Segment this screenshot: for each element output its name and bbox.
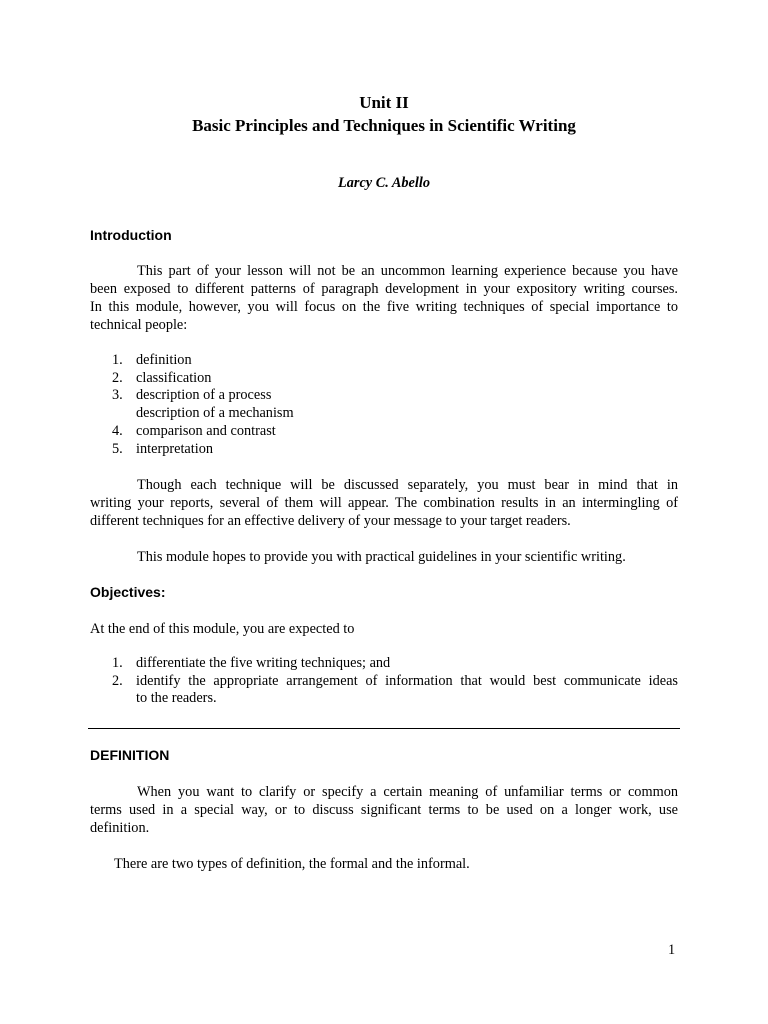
list-text: description of a process [136,387,272,404]
author-name: Larcy C. Abello [338,175,430,191]
definition-heading: DEFINITION [90,747,170,763]
page-number: 1 [668,942,676,958]
list-number: 2. [112,672,123,689]
paragraph-line: At the end of this module, you are expected to [90,621,355,637]
list-item [112,405,678,423]
objectives-heading: Objectives: [90,584,166,600]
list-item [112,690,678,708]
introduction-heading: Introduction [90,227,172,243]
list-text: description of a mechanism [136,405,294,422]
paragraph-line: In this module, however, you will focus on the five writing techniques of special importance to [90,299,678,315]
list-number: 3. [112,387,123,404]
list-text: differentiate the five writing techniques; and [136,655,391,671]
list-item [112,655,678,673]
list-text: classification [136,369,212,386]
list-number: 4. [112,422,123,439]
list-number [112,690,136,708]
list-number: 2. [112,369,123,386]
document-title: Basic Principles and Techniques in Scientific Writing [192,116,576,135]
list-text: interpretation [136,440,214,457]
paragraph-line: terms used in a special way, or to discuss significant terms to be used on a longer work, use [90,802,678,818]
unit-title: Unit II [359,93,409,112]
section-divider [88,728,680,729]
list-text: comparison and contrast [136,422,276,439]
list-item [112,673,678,691]
paragraph-line: definition. [90,820,150,836]
list-item [112,387,678,405]
introduction-paragraph-1 [90,262,678,334]
paragraph-line: This module hopes to provide you with practical guidelines in your scientific writing. [137,549,626,565]
list-item [112,441,678,459]
paragraph-line: technical people: [90,317,188,333]
introduction-paragraph-2 [90,476,678,530]
list-number: 5. [112,440,123,457]
paragraph-line: different techniques for an effective delivery of your message to your target readers. [90,513,571,529]
list-text: to the readers. [136,690,217,707]
paragraph-line: been exposed to different patterns of paragraph development in your expository writing courses. [90,281,678,297]
objectives-list [112,655,678,708]
paragraph-line: There are two types of definition, the formal and the informal. [114,856,470,872]
list-number: 1. [112,655,123,671]
list-number: 1. [112,352,123,368]
list-number [112,405,136,423]
list-item [112,352,678,370]
paragraph-line: This part of your lesson will not be an uncommon learning experience because you have [137,263,678,279]
list-item [112,370,678,388]
list-text: definition [136,352,192,368]
list-text: identify the appropriate arrangement of information that would best communicate ideas [136,672,678,689]
paragraph-line: writing your reports, several of them will appear. The combination results in an intermingling of [90,495,678,511]
objectives-lead [90,620,678,638]
introduction-paragraph-3 [90,548,678,566]
definition-paragraph-1 [90,783,678,837]
definition-paragraph-2 [90,855,678,873]
list-item [112,423,678,441]
techniques-list [112,352,678,458]
paragraph-line: Though each technique will be discussed separately, you must bear in mind that in [137,477,678,493]
paragraph-line: When you want to clarify or specify a certain meaning of unfamiliar terms or common [137,784,678,800]
